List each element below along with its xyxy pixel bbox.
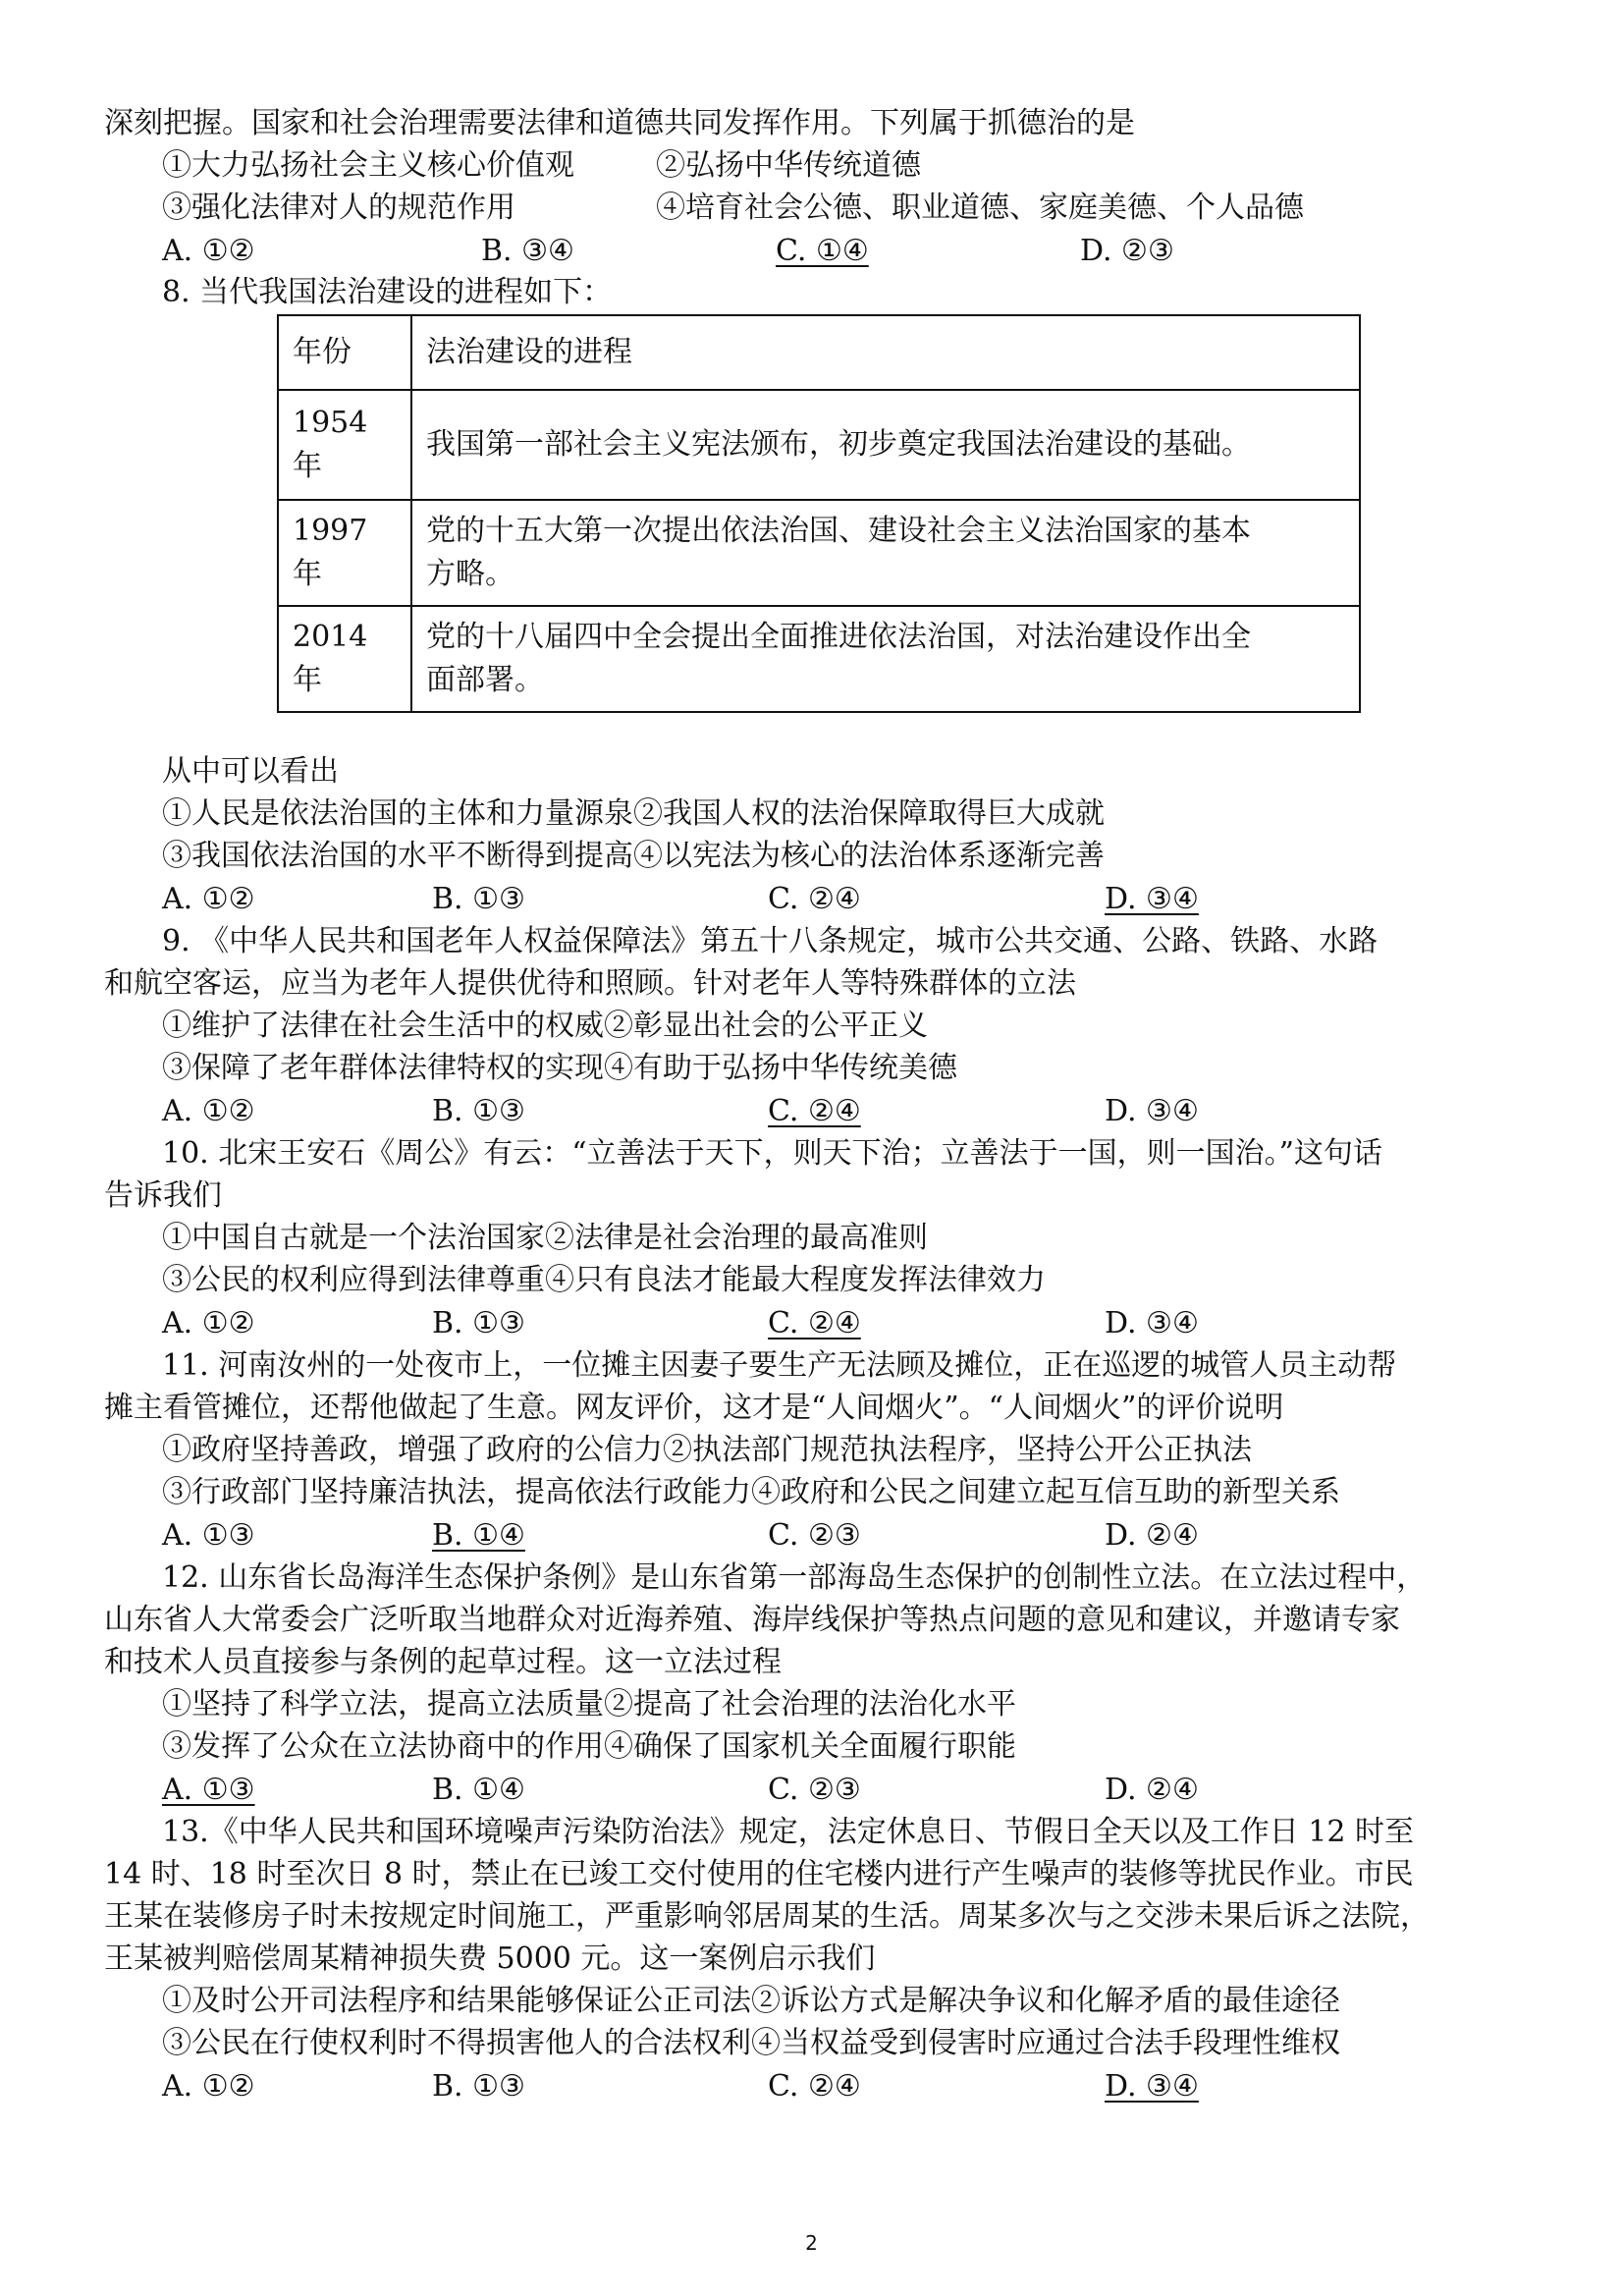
q10-option-a: A. ①② [162,1306,255,1340]
progress-text-line: 党的十五大第一次提出依法治国、建设社会主义法治国家的基本 [426,514,1251,548]
q8-statements-line-1: ①人民是依法治国的主体和力量源泉②我国人权的法治保障取得巨大成就 [162,796,1105,831]
q11-statements-line-1: ①政府坚持善政，增强了政府的公信力②执法部门规范执法程序，坚持公开公正执法 [162,1433,1252,1467]
q12-option-d: D. ②④ [1105,1773,1199,1807]
table-cell-year [278,500,411,606]
q7-option-c-marked: C. ①④ [776,234,869,268]
q13-stem-line-4: 王某被判赔偿周某精神损失费 5000 元。这一案例启示我们 [104,1941,876,1976]
q13-stem-line-1: 13.《中华人民共和国环境噪声污染防治法》规定，法定休息日、节假日全天以及工作日 12 时至 [162,1815,1414,1849]
table-header-year: 年份 [278,315,411,390]
q11-stem-line-2: 摊主看管摊位，还帮他做起了生意。网友评价，这才是“人间烟火”。“人间烟火”的评价说明 [104,1391,1284,1425]
table-row [278,606,1360,712]
q10-option-c-marked: C. ②④ [768,1306,861,1340]
q13-option-c: C. ②④ [768,2069,861,2104]
progress-text-line: 方略。 [426,557,514,591]
year-suffix: 年 [293,663,322,697]
q13-statements-line-1: ①及时公开司法程序和结果能够保证公正司法②诉讼方式是解决争议和化解矛盾的最佳途径 [162,1984,1340,2018]
q7-statement-4: ④培育社会公德、职业道德、家庭美德、个人品德 [656,191,1304,225]
progress-text-line: 面部署。 [426,663,544,697]
q11-stem-line-1: 11. 河南汝州的一处夜市上，一位摊主因妻子要生产无法顾及摊位，正在巡逻的城管人员主动帮 [162,1348,1397,1383]
q11-statements-line-2: ③行政部门坚持廉洁执法，提高依法行政能力④政府和公民之间建立起互信互助的新型关系 [162,1475,1340,1509]
progress-text-line: 党的十八届四中全会提出全面推进依法治国，对法治建设作出全 [426,620,1251,654]
q7-option-a: A. ①② [162,234,255,268]
q10-stem-line-2: 告诉我们 [104,1178,222,1213]
q13-stem-line-3: 王某在装修房子时未按规定时间施工，严重影响邻居周某的生活。周某多次与之交涉未果后诉之法院， [104,1899,1430,1934]
q12-stem-line-2: 山东省人大常委会广泛听取当地群众对近海养殖、海岸线保护等热点问题的意见和建议，并邀请专家 [104,1603,1400,1637]
q13-option-d-marked: D. ③④ [1105,2069,1199,2104]
q7-stem-tail: 深刻把握。国家和社会治理需要法律和道德共同发挥作用。下列属于抓德治的是 [104,106,1135,140]
year-number: 1997 [293,514,368,548]
q11-option-a: A. ①③ [162,1518,255,1553]
q9-option-c-marked: C. ②④ [768,1094,861,1128]
q13-option-b: B. ①③ [432,2069,525,2104]
q10-statements-line-1: ①中国自古就是一个法治国家②法律是社会治理的最高准则 [162,1221,928,1255]
q7-option-d: D. ②③ [1080,234,1174,268]
q9-option-b: B. ①③ [432,1094,525,1128]
q10-option-d: D. ③④ [1105,1306,1199,1340]
q12-option-b: B. ①④ [432,1773,525,1807]
q13-stem-line-2: 14 时、18 时至次日 8 时，禁止在已竣工交付使用的住宅楼内进行产生噪声的装修等扰民作业。市民 [104,1857,1414,1891]
q10-statements-line-2: ③公民的权利应得到法律尊重④只有良法才能最大程度发挥法律效力 [162,1263,1046,1297]
q11-option-c: C. ②③ [768,1518,861,1553]
rule-of-law-progress-table [277,314,1361,713]
q9-statements-line-1: ①维护了法律在社会生活中的权威②彰显出社会的公平正义 [162,1009,928,1043]
q12-stem-line-3: 和技术人员直接参与条例的起草过程。这一立法过程 [104,1645,782,1679]
q7-statement-3: ③强化法律对人的规范作用 [162,191,515,225]
year-suffix: 年 [293,557,322,591]
q11-option-d: D. ②④ [1105,1518,1199,1553]
table-row [278,390,1360,500]
progress-text-line: 我国第一部社会主义宪法颁布，初步奠定我国法治建设的基础。 [426,427,1251,462]
page-number: 2 [805,2231,818,2255]
q8-option-c: C. ②④ [768,882,861,916]
table-cell-progress [411,606,1360,712]
q8-option-b: B. ①③ [432,882,525,916]
q12-statements-line-2: ③发挥了公众在立法协商中的作用④确保了国家机关全面履行职能 [162,1729,1016,1764]
q8-stem: 8. 当代我国法治建设的进程如下： [162,275,613,309]
year-number: 1954 [293,406,368,440]
q7-option-b: B. ③④ [481,234,574,268]
year-suffix: 年 [293,449,322,483]
q10-stem-line-1: 10. 北宋王安石《周公》有云：“立善法于天下，则天下治；立善法于一国，则一国治。”这句话 [162,1136,1382,1171]
table-cell-progress [411,500,1360,606]
table-header-progress: 法治建设的进程 [411,315,1360,390]
table-row [278,500,1360,606]
table-cell-progress [411,390,1360,500]
q9-stem-line-1: 9. 《中华人民共和国老年人权益保障法》第五十八条规定，城市公共交通、公路、铁路、水路 [162,924,1379,958]
q9-option-d: D. ③④ [1105,1094,1199,1128]
q7-statement-1: ①大力弘扬社会主义核心价值观 [162,148,574,183]
q12-option-a-marked: A. ①③ [162,1773,255,1807]
q9-option-a: A. ①② [162,1094,255,1128]
q8-lead: 从中可以看出 [162,754,339,789]
q7-statement-2: ②弘扬中华传统道德 [656,148,921,183]
table-cell-year [278,390,411,500]
q9-statements-line-2: ③保障了老年群体法律特权的实现④有助于弘扬中华传统美德 [162,1051,957,1085]
q13-statements-line-2: ③公民在行使权利时不得损害他人的合法权利④当权益受到侵害时应通过合法手段理性维权 [162,2026,1340,2060]
q13-option-a: A. ①② [162,2069,255,2104]
q12-statements-line-1: ①坚持了科学立法，提高立法质量②提高了社会治理的法治化水平 [162,1687,1016,1722]
q12-option-c: C. ②③ [768,1773,861,1807]
table-header-row [278,315,1360,390]
q9-stem-line-2: 和航空客运，应当为老年人提供优待和照顾。针对老年人等特殊群体的立法 [104,966,1076,1001]
q8-option-a: A. ①② [162,882,255,916]
q10-option-b: B. ①③ [432,1306,525,1340]
q8-option-d-marked: D. ③④ [1105,882,1199,916]
table-cell-year [278,606,411,712]
q8-statements-line-2: ③我国依法治国的水平不断得到提高④以宪法为核心的法治体系逐渐完善 [162,839,1105,873]
q11-option-b-marked: B. ①④ [432,1518,525,1553]
year-number: 2014 [293,620,368,654]
q12-stem-line-1: 12. 山东省长岛海洋生态保护条例》是山东省第一部海岛生态保护的创制性立法。在立法过程中， [162,1560,1427,1595]
